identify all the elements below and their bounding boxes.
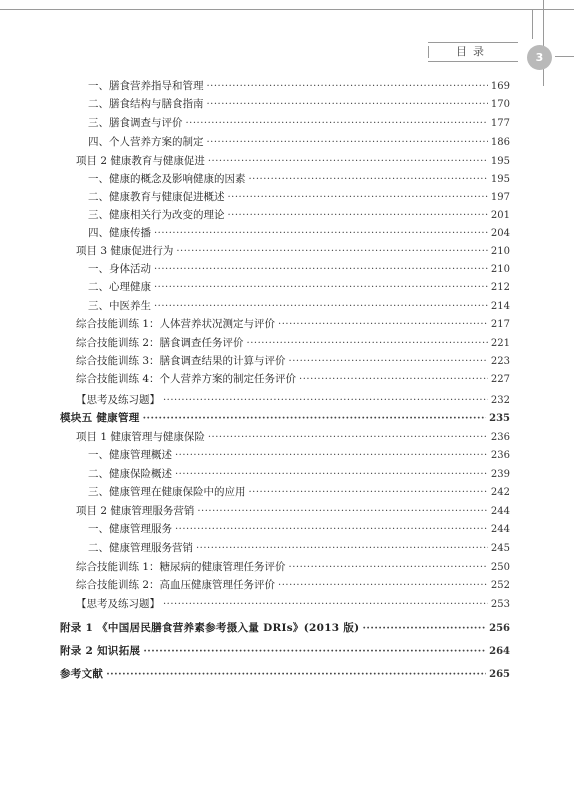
toc-entry-page: 212 xyxy=(490,282,510,293)
toc-leader-dots xyxy=(207,99,488,110)
toc-leader-dots xyxy=(208,156,488,167)
toc-entry-title: 项目 1 健康管理与健康保险 xyxy=(76,431,205,443)
toc-entry-page: 239 xyxy=(490,469,510,480)
toc-entry-page: 265 xyxy=(489,669,510,680)
toc-entry[interactable] xyxy=(88,261,510,279)
toc-leader-dots xyxy=(143,646,486,657)
toc-leader-dots xyxy=(228,210,488,221)
toc-leader-dots xyxy=(154,228,488,239)
running-header-label: 目录 xyxy=(428,42,518,62)
toc-entry-title: 参考文献 xyxy=(60,668,104,680)
toc-leader-dots xyxy=(154,264,488,275)
toc-entry-page: 210 xyxy=(490,246,510,257)
toc-entry[interactable] xyxy=(88,447,510,465)
toc-entry-page: 252 xyxy=(490,580,510,591)
toc-entry-title: 项目 2 健康管理服务营销 xyxy=(76,505,195,517)
toc-entry[interactable] xyxy=(88,225,510,243)
toc-leader-dots xyxy=(247,338,488,349)
toc-entry-title: 一、健康管理服务 xyxy=(88,523,172,535)
toc-entry[interactable] xyxy=(60,620,510,638)
toc-entry[interactable] xyxy=(76,577,510,595)
toc-entry[interactable] xyxy=(88,540,510,558)
toc-entry-page: 197 xyxy=(490,192,510,203)
toc-entry[interactable] xyxy=(76,503,510,521)
toc-leader-dots xyxy=(289,356,488,367)
toc-entry-page: 242 xyxy=(490,487,510,498)
toc-entry[interactable] xyxy=(88,115,510,133)
toc-entry-title: 项目 3 健康促进行为 xyxy=(76,245,174,257)
toc-leader-dots xyxy=(249,174,488,185)
toc-entry-title: 项目 2 健康教育与健康促进 xyxy=(76,155,205,167)
toc-entry-page: 235 xyxy=(489,413,510,424)
toc-entry-page: 253 xyxy=(490,599,510,610)
header-side-rule xyxy=(555,56,574,57)
toc-entry-title: 模块五 健康管理 xyxy=(60,412,140,424)
toc-entry[interactable] xyxy=(88,207,510,225)
page-number-badge: 3 xyxy=(527,45,552,70)
toc-leader-dots xyxy=(106,669,486,680)
toc-entry[interactable] xyxy=(60,666,510,684)
toc-entry-title: 附录 2 知识拓展 xyxy=(60,645,141,657)
toc-leader-dots xyxy=(278,319,488,330)
toc-entry[interactable] xyxy=(76,429,510,447)
toc-entry-page: 236 xyxy=(490,432,510,443)
toc-entry[interactable] xyxy=(88,171,510,189)
toc-leader-dots xyxy=(228,192,488,203)
toc-leader-dots xyxy=(249,487,488,498)
toc-entry-title: 三、中医养生 xyxy=(88,300,151,312)
toc-entry-page: 223 xyxy=(490,356,510,367)
toc-entry-page: 201 xyxy=(490,210,510,221)
toc-entry-page: 204 xyxy=(490,228,510,239)
toc-leader-dots xyxy=(186,118,488,129)
toc-entry-title: 【思考及练习题】 xyxy=(76,394,160,406)
header-vertical-rule xyxy=(543,0,544,86)
toc-entry[interactable] xyxy=(76,153,510,171)
toc-entry-page: 221 xyxy=(490,338,510,349)
toc-entry-page: 170 xyxy=(490,99,510,110)
toc-leader-dots xyxy=(163,599,488,610)
toc-entry-title: 综合技能训练 1：人体营养状况测定与评价 xyxy=(76,318,276,330)
header-rule xyxy=(0,9,574,10)
toc-entry-page: 264 xyxy=(489,646,510,657)
toc-entry[interactable] xyxy=(76,371,510,389)
toc-entry-page: 244 xyxy=(490,506,510,517)
toc-leader-dots xyxy=(208,432,488,443)
toc-entry[interactable] xyxy=(76,243,510,261)
toc-entry[interactable] xyxy=(88,521,510,539)
toc-entry-title: 三、膳食调查与评价 xyxy=(88,117,183,129)
toc-entry-page: 195 xyxy=(490,156,510,167)
toc-entry-title: 综合技能训练 4：个人营养方案的制定任务评价 xyxy=(76,373,297,385)
toc-entry[interactable] xyxy=(88,189,510,207)
toc-entry-title: 四、健康传播 xyxy=(88,227,151,239)
toc-leader-dots xyxy=(299,374,488,385)
toc-leader-dots xyxy=(197,506,488,517)
toc-entry-page: 232 xyxy=(490,395,510,406)
toc-entry-title: 二、健康管理服务营销 xyxy=(88,542,193,554)
toc-entry-page: 169 xyxy=(490,81,510,92)
toc-leader-dots xyxy=(289,562,488,573)
toc-leader-dots xyxy=(163,395,488,406)
toc-entry-title: 附录 1 《中国居民膳食营养素参考摄入量 DRIs》(2013 版) xyxy=(60,622,360,634)
toc-entry[interactable] xyxy=(88,466,510,484)
toc-leader-dots xyxy=(154,282,488,293)
toc-leader-dots xyxy=(278,580,488,591)
toc-entry[interactable] xyxy=(76,316,510,334)
toc-entry-title: 一、健康的概念及影响健康的因素 xyxy=(88,173,246,185)
toc-leader-dots xyxy=(176,246,488,257)
toc-leader-dots xyxy=(196,543,488,554)
toc-entry[interactable] xyxy=(88,134,510,152)
toc-entry-title: 综合技能训练 1：糖尿病的健康管理任务评价 xyxy=(76,561,286,573)
toc-entry-page: 217 xyxy=(490,319,510,330)
toc-entry-page: 177 xyxy=(490,118,510,129)
toc-leader-dots xyxy=(207,137,488,148)
toc-entry[interactable] xyxy=(76,335,510,353)
toc-leader-dots xyxy=(175,524,488,535)
toc-leader-dots xyxy=(175,450,488,461)
toc-entry-title: 【思考及练习题】 xyxy=(76,598,160,610)
toc-entry-page: 210 xyxy=(490,264,510,275)
toc-entry-title: 二、膳食结构与膳食指南 xyxy=(88,98,204,110)
toc-entry-title: 综合技能训练 2：高血压健康管理任务评价 xyxy=(76,579,276,591)
toc-entry-title: 综合技能训练 3：膳食调查结果的计算与评价 xyxy=(76,355,286,367)
toc-entry-title: 二、健康教育与健康促进概述 xyxy=(88,191,225,203)
toc-entry[interactable] xyxy=(88,279,510,297)
toc-entry-title: 二、心理健康 xyxy=(88,281,151,293)
toc-entry[interactable] xyxy=(88,96,510,114)
toc-leader-dots xyxy=(175,469,488,480)
toc-entry[interactable] xyxy=(76,353,510,371)
toc-entry[interactable] xyxy=(76,392,510,410)
toc-entry-title: 一、身体活动 xyxy=(88,263,151,275)
header-vertical-rule-inner xyxy=(532,9,533,39)
toc-entry-title: 四、个人营养方案的制定 xyxy=(88,136,204,148)
toc-entry-title: 综合技能训练 2：膳食调查任务评价 xyxy=(76,337,244,349)
toc-entry-title: 三、健康相关行为改变的理论 xyxy=(88,209,225,221)
toc-entry-title: 二、健康保险概述 xyxy=(88,468,172,480)
toc-entry-title: 一、健康管理概述 xyxy=(88,449,172,461)
toc-entry-page: 186 xyxy=(490,137,510,148)
toc-entry[interactable] xyxy=(76,559,510,577)
toc-entry-title: 一、膳食营养指导和管理 xyxy=(88,80,204,92)
toc-entry[interactable] xyxy=(88,78,510,96)
toc-entry-page: 236 xyxy=(490,450,510,461)
toc-entry[interactable] xyxy=(60,643,510,661)
toc-leader-dots xyxy=(154,301,488,312)
toc-leader-dots xyxy=(362,623,486,634)
toc-entry-page: 227 xyxy=(490,374,510,385)
toc-entry-page: 245 xyxy=(490,543,510,554)
toc-entry-page: 244 xyxy=(490,524,510,535)
toc-entry[interactable] xyxy=(88,484,510,502)
toc-entry-page: 214 xyxy=(490,301,510,312)
toc-entry-page: 250 xyxy=(490,562,510,573)
toc-entry-page: 256 xyxy=(489,623,510,634)
toc-entry-page: 195 xyxy=(490,174,510,185)
toc-entry[interactable] xyxy=(88,298,510,316)
toc-entry[interactable] xyxy=(60,410,510,428)
toc-leader-dots xyxy=(143,413,487,424)
toc-entry[interactable] xyxy=(76,596,510,614)
toc-entry-title: 三、健康管理在健康保险中的应用 xyxy=(88,486,246,498)
toc-leader-dots xyxy=(207,81,488,92)
